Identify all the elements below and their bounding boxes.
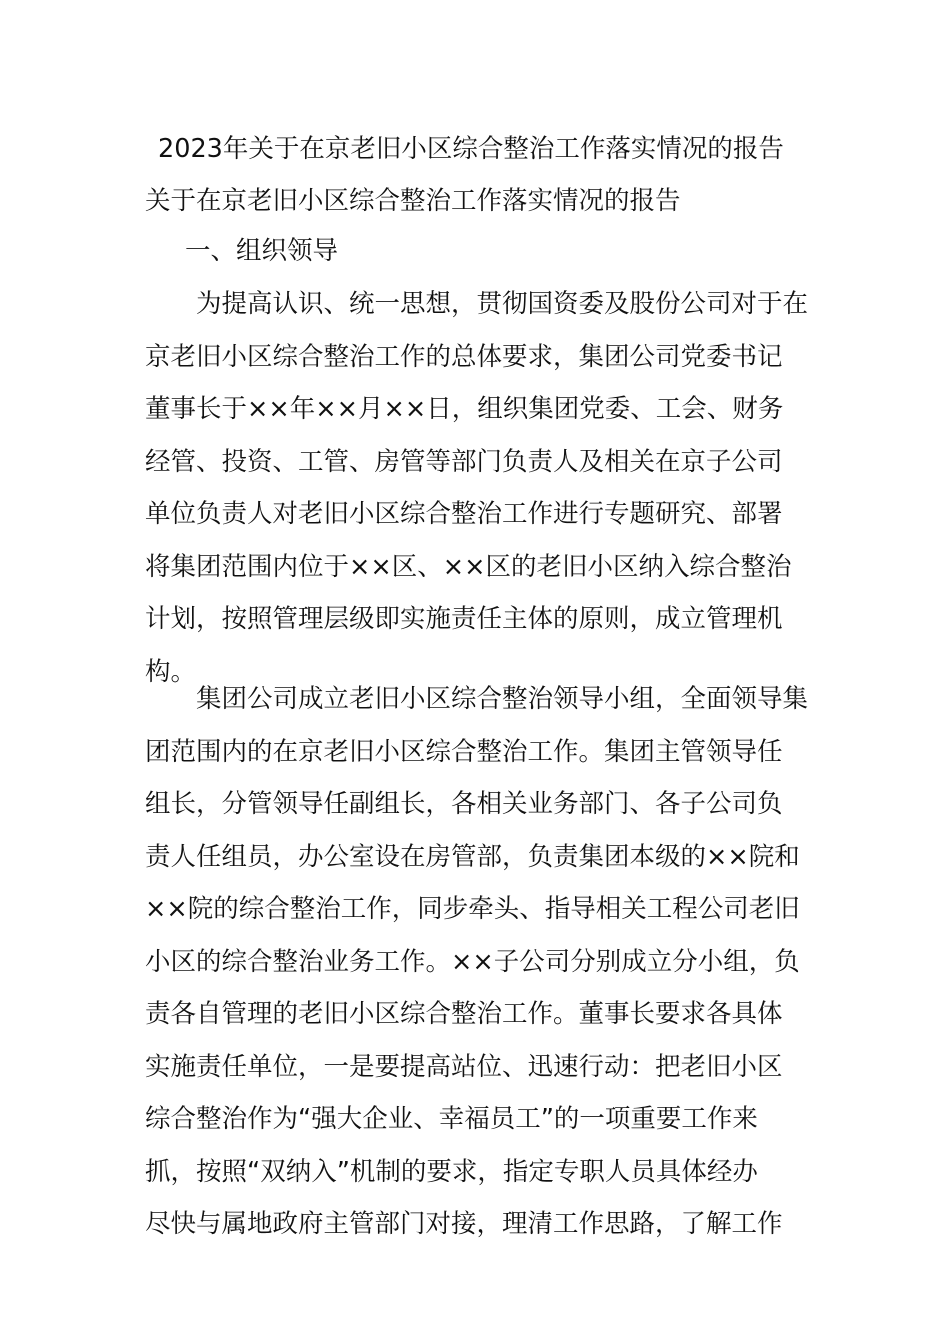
paragraph-line: 集团公司成立老旧小区综合整治领导小组，全面领导集 [145, 684, 809, 714]
paragraph-line: 责人任组员，办公室设在房管部，负责集团本级的××院和 [145, 841, 800, 872]
paragraph-line: 将集团范围内位于××区、××区的老旧小区纳入综合整治 [145, 551, 792, 582]
paragraph-line: 实施责任单位，一是要提高站位、迅速行动：把老旧小区 [145, 1051, 783, 1082]
paragraph-line: 团范围内的在京老旧小区综合整治工作。集团主管领导任 [145, 736, 783, 767]
paragraph-line: 责各自管理的老旧小区综合整治工作。董事长要求各具体 [145, 999, 783, 1029]
paragraph-1 [145, 278, 813, 698]
paragraph-line: 构。 [145, 656, 197, 687]
paragraph-line: 经管、投资、工管、房管等部门负责人及相关在京子公司 [145, 446, 783, 477]
document-subtitle: 关于在京老旧小区综合整治工作落实情况的报告 [145, 186, 681, 216]
section-heading: 一、组织领导 [185, 236, 339, 266]
paragraph-line: 尽快与属地政府主管部门对接，理清工作思路，了解工作 [145, 1209, 783, 1239]
paragraph-line: 小区的综合整治业务工作。××子公司分别成立分小组，负 [145, 946, 800, 977]
paragraph-line: 为提高认识、统一思想，贯彻国资委及股份公司对于在 [145, 289, 809, 319]
paragraph-line: 单位负责人对老旧小区综合整治工作进行专题研究、部署 [145, 499, 783, 529]
paragraph-line: 抓，按照“双纳入”机制的要求，指定专职人员具体经办 [145, 1156, 758, 1187]
paragraph-line: 京老旧小区综合整治工作的总体要求，集团公司党委书记 [145, 341, 783, 372]
paragraph-2 [145, 673, 813, 1251]
paragraph-line: 董事长于××年××月××日，组织集团党委、工会、财务 [145, 394, 784, 424]
paragraph-line: 组长，分管领导任副组长，各相关业务部门、各子公司负 [145, 789, 783, 819]
paragraph-line: ××院的综合整治工作，同步牵头、指导相关工程公司老旧 [145, 894, 800, 924]
document-title: 2023年关于在京老旧小区综合整治工作落实情况的报告 [158, 134, 784, 164]
paragraph-line: 计划，按照管理层级即实施责任主体的原则，成立管理机 [145, 604, 783, 634]
paragraph-line: 综合整治作为“强大企业、幸福员工”的一项重要工作来 [145, 1104, 758, 1134]
